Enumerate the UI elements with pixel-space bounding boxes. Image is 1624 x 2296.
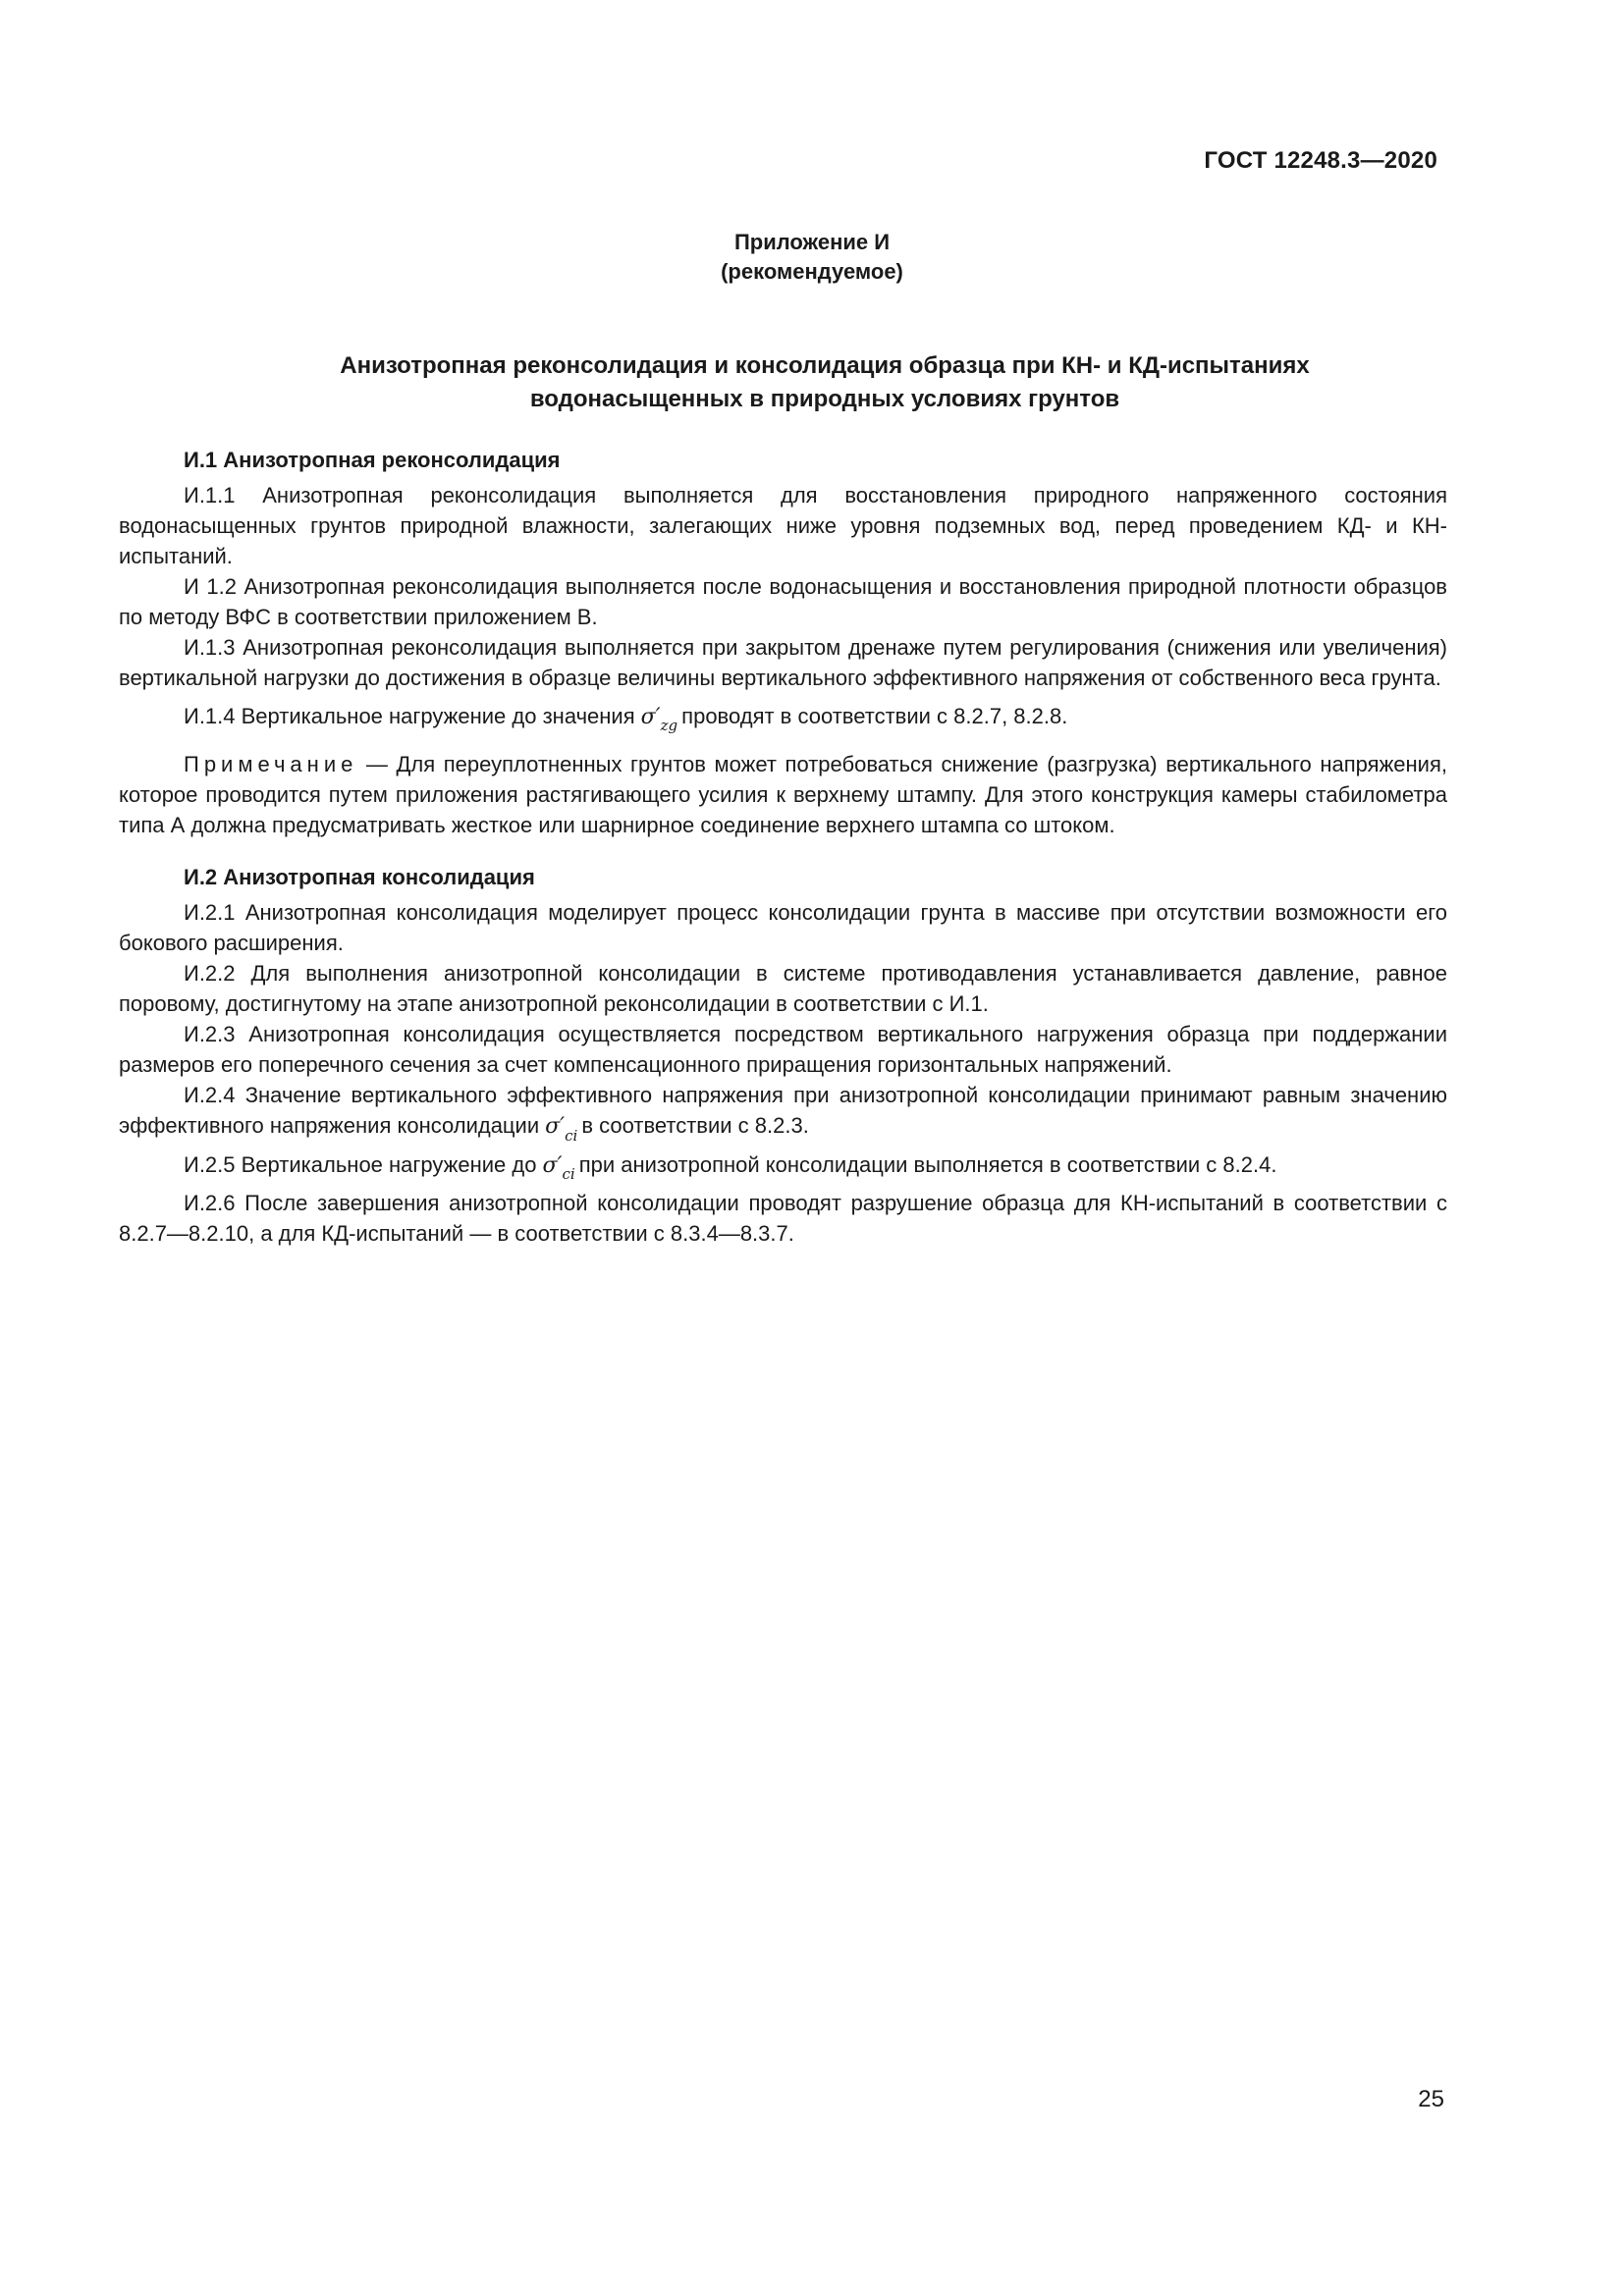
- paragraph-2-1: И.2.1 Анизотропная консолидация моделирует процесс консолидации грунта в массиве при отсутствии возможности его бокового расширения.: [119, 900, 1447, 956]
- section-2-heading: И.2 Анизотропная консолидация: [184, 865, 535, 890]
- paragraph-1-1-3: И.1.3 Анизотропная реконсолидация выполняется при закрытом дренаже путем регулирования (снижения или увеличения) вертикальной нагрузки до достижения в образце величины вертикального эффективного напряжения от собственного веса грунта.: [119, 635, 1447, 690]
- annex-status: (рекомендуемое): [721, 259, 903, 284]
- paragraph-2-2: И.2.2 Для выполнения анизотропной консолидации в системе противодавления устанавливается давление, равное поровому, достигнутому на этапе анизотропной реконсолидации в соответствии с И.1.: [119, 961, 1447, 1017]
- paragraph-2-4-text-after: в соответствии с 8.2.3.: [581, 1113, 809, 1139]
- note-text: — Для переуплотненных грунтов может потребоваться снижение (разгрузка) вертикального напряжения, которое проводится путем приложения растягивающего усилия к верхнему штампу. Для этого конструкция камеры стабилометра типа А должна предусматривать жесткое или шарнирное соединение верхнего штампа со штоком.: [119, 752, 1447, 838]
- main-title-line-1: Анизотропная реконсолидация и консолидация образца при КН- и КД-испытаниях: [340, 352, 1310, 379]
- paragraph-2-5-text-after: при анизотропной консолидации выполняется в соответствии с 8.2.4.: [578, 1151, 1277, 1177]
- paragraph-2-5: [119, 1149, 1447, 1188]
- annex-heading: [0, 228, 1624, 287]
- sigma-ci-symbol: $\sigma'_{ci}$: [545, 1114, 578, 1145]
- main-title: [147, 349, 1502, 416]
- sigma-ci-symbol: $\sigma'_{ci}$: [542, 1152, 575, 1184]
- page-number: 25: [1418, 2086, 1444, 2112]
- paragraph-2-5-text-before: И.2.5 Вертикальное нагружение до: [184, 1151, 537, 1177]
- paragraph-1-1-4-text-after: проводят в соответствии с 8.2.7, 8.2.8.: [681, 704, 1068, 728]
- note-paragraph: [119, 749, 1447, 840]
- annex-title: Приложение И: [733, 230, 891, 254]
- section-2: [119, 862, 1447, 1249]
- note-label: Примечание: [184, 752, 358, 777]
- paragraph-2-4-text-before: И.2.4 Значение вертикального эффективного напряжения при анизотропной консолидации принимают равным значению эффективного напряжения консолидации: [119, 1083, 1447, 1139]
- paragraph-2-3: И.2.3 Анизотропная консолидация осуществляется посредством вертикального нагружения образца при поддержании размеров его поперечного сечения за счет компенсационного приращения горизонтальных напряжений.: [119, 1022, 1447, 1078]
- sigma-zg-symbol: $\sigma'_{zg}$: [640, 705, 678, 735]
- section-1-heading: И.1 Анизотропная реконсолидация: [184, 448, 561, 472]
- paragraph-1-1-2: И 1.2 Анизотропная реконсолидация выполняется после водонасыщения и восстановления природной плотности образцов по методу ВФС в соответствии приложением В.: [119, 574, 1447, 629]
- paragraph-2-4: [119, 1080, 1447, 1148]
- main-title-line-2: водонасыщенных в природных условиях грунтов: [529, 386, 1120, 412]
- document-body: [119, 445, 1447, 1249]
- paragraph-2-6: И.2.6 После завершения анизотропной консолидации проводят разрушение образца для КН-испытаний в соответствии с 8.2.7—8.2.10, а для КД-испытаний — в соответствии с 8.3.4—8.3.7.: [119, 1191, 1447, 1247]
- paragraph-1-1-1: И.1.1 Анизотропная реконсолидация выполняется для восстановления природного напряженного состояния водонасыщенных грунтов природной влажности, залегающих ниже уровня подземных вод, перед проведением КД- и КН-испытаний.: [119, 483, 1447, 568]
- document-code: ГОСТ 12248.3—2020: [1204, 147, 1437, 174]
- paragraph-1-1-4-text-before: И.1.4 Вертикальное нагружение до значения: [184, 704, 635, 728]
- paragraph-1-1-4: [119, 701, 1447, 739]
